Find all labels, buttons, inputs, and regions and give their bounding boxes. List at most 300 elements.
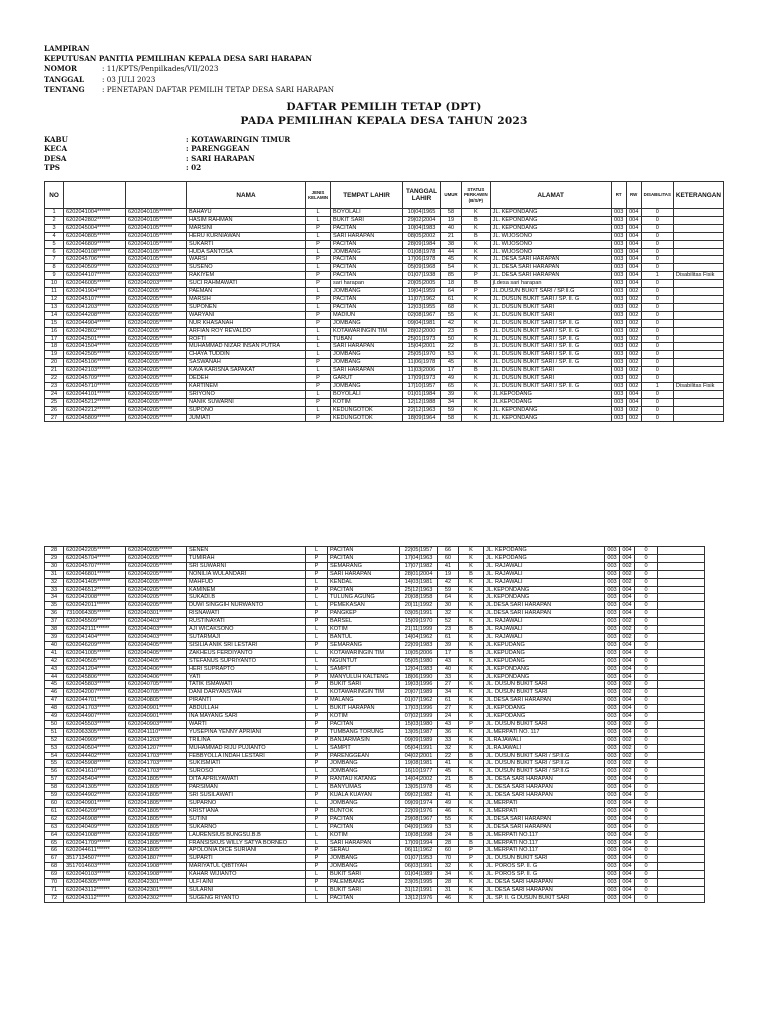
cell-rt: 003 <box>605 578 620 586</box>
cell-alamat: JL.MERPATI NO.117 <box>484 839 605 847</box>
cell-nomor-kk: 6202042302****** <box>126 894 187 902</box>
cell-status-perkawinan: B <box>459 626 484 634</box>
cell-rt: 003 <box>605 610 620 618</box>
cell-rt: 003 <box>611 359 626 367</box>
cell-tanggal-lahir: 18|06|1990 <box>400 673 438 681</box>
cell-nomor-kk: 6202042301****** <box>126 886 187 894</box>
cell-disabilitas: 0 <box>635 768 658 776</box>
cell-nik: 6202045707****** <box>64 562 126 570</box>
cell-tanggal-lahir: 20|11|1992 <box>400 602 438 610</box>
cell-nama: SRI SUSILAWATI <box>187 792 306 800</box>
cell-nik: 6202042103****** <box>64 367 126 375</box>
cell-nama: NUR KHASANAH <box>187 319 306 327</box>
cell-rt: 003 <box>611 311 626 319</box>
cell-nik: 6202041008****** <box>64 831 126 839</box>
cell-umur: 46 <box>438 894 459 902</box>
cell-tempat-lahir: PACITAN <box>328 586 400 594</box>
cell-nomor-kk: 6202040105****** <box>126 232 187 240</box>
cell-alamat: JL.KEPUDANG <box>484 657 605 665</box>
cell-umur: 19 <box>441 216 462 224</box>
cell-disabilitas: 0 <box>635 752 658 760</box>
cell-jenis-kelamin: P <box>306 398 331 406</box>
cell-jenis-kelamin: L <box>306 839 328 847</box>
cell-alamat: JL.MERPATI NO.117 <box>484 831 605 839</box>
cell-rt: 003 <box>605 815 620 823</box>
cell-nik: 6202046305****** <box>64 879 126 887</box>
info-label: KABU <box>44 135 68 144</box>
cell-keterangan <box>658 610 705 618</box>
cell-status-perkawinan: K <box>462 264 491 272</box>
cell-nik: 6202044107****** <box>64 272 126 280</box>
cell-jenis-kelamin: P <box>306 224 331 232</box>
cell-tempat-lahir: PACITAN <box>331 240 403 248</box>
table-row <box>45 744 705 752</box>
cell-status-perkawinan: K <box>459 602 484 610</box>
cell-tempat-lahir: PACITAN <box>331 256 403 264</box>
cell-tanggal-lahir: 01|01|1984 <box>403 390 441 398</box>
cell-rw: 004 <box>620 839 635 847</box>
cell-status-perkawinan: K <box>459 792 484 800</box>
info-value: : SARI HARAPAN <box>186 153 255 163</box>
cell-alamat: JL.KEPODANG <box>484 713 605 721</box>
cell-jenis-kelamin: P <box>306 240 331 248</box>
cell-status-perkawinan: K <box>462 375 491 383</box>
cell-status-perkawinan: B <box>459 649 484 657</box>
cell-nomor-kk: 6202040205****** <box>126 295 187 303</box>
cell-jenis-kelamin: L <box>306 602 328 610</box>
cell-jenis-kelamin: P <box>306 562 328 570</box>
cell-keterangan <box>673 414 723 422</box>
cell-nik: 6202045806****** <box>64 673 126 681</box>
field-value: : 03 JULI 2023 <box>102 74 156 84</box>
cell-tempat-lahir: SERAU <box>328 847 400 855</box>
cell-nomor-kk: 6202040205****** <box>126 303 187 311</box>
cell-no: 32 <box>45 578 64 586</box>
cell-tempat-lahir: JOMBANG <box>331 382 403 390</box>
cell-tanggal-lahir: 13|05|1987 <box>400 728 438 736</box>
cell-disabilitas: 0 <box>635 602 658 610</box>
cell-umur: 28 <box>438 879 459 887</box>
cell-umur: 58 <box>441 414 462 422</box>
cell-tempat-lahir: BANTUL <box>328 633 400 641</box>
cell-jenis-kelamin: P <box>306 641 328 649</box>
cell-nama: FEBBYOLLA INDAH LESTARI <box>187 752 306 760</box>
cell-rt: 003 <box>611 327 626 335</box>
table-row <box>45 554 705 562</box>
table-row <box>45 382 724 390</box>
table-row <box>45 641 705 649</box>
cell-keterangan <box>658 594 705 602</box>
cell-rw: 002 <box>620 681 635 689</box>
cell-nama: KARTINEM <box>187 382 306 390</box>
cell-nik: 6202042802****** <box>64 327 126 335</box>
cell-nik: 6202040505****** <box>64 657 126 665</box>
cell-nik: 6202045004****** <box>64 224 126 232</box>
cell-tanggal-lahir: 17|09|1973 <box>403 375 441 383</box>
cell-rw: 004 <box>620 894 635 902</box>
cell-no: 18 <box>45 343 64 351</box>
cell-disabilitas: 0 <box>635 665 658 673</box>
cell-tanggal-lahir: 06|11|1962 <box>400 847 438 855</box>
cell-tempat-lahir: BUKIT SARI <box>328 886 400 894</box>
cell-disabilitas: 0 <box>635 744 658 752</box>
cell-no: 39 <box>45 633 64 641</box>
cell-rt: 003 <box>611 272 626 280</box>
cell-tempat-lahir: JOMBANG <box>331 248 403 256</box>
cell-alamat: JL. DUSUN BUKIT SARI <box>484 689 605 697</box>
cell-alamat: JL. KEPONDANG <box>490 216 611 224</box>
cell-jenis-kelamin: P <box>306 776 328 784</box>
cell-jenis-kelamin: L <box>306 390 331 398</box>
cell-rt: 003 <box>605 633 620 641</box>
table-row <box>45 752 705 760</box>
cell-disabilitas: 0 <box>641 335 673 343</box>
cell-keterangan <box>673 280 723 288</box>
cell-jenis-kelamin: P <box>306 414 331 422</box>
cell-rt: 003 <box>605 823 620 831</box>
cell-disabilitas: 0 <box>635 681 658 689</box>
cell-rt: 003 <box>605 554 620 562</box>
cell-nama: SUPONEN <box>187 303 306 311</box>
cell-disabilitas: 0 <box>641 256 673 264</box>
cell-jenis-kelamin: P <box>306 382 331 390</box>
cell-no: 16 <box>45 327 64 335</box>
cell-nik: 6202042802****** <box>64 216 126 224</box>
cell-keterangan <box>673 343 723 351</box>
cell-alamat: JL. KEPONDANG <box>490 224 611 232</box>
cell-jenis-kelamin: L <box>306 633 328 641</box>
cell-disabilitas: 0 <box>635 823 658 831</box>
cell-jenis-kelamin: L <box>306 406 331 414</box>
cell-keterangan <box>673 209 723 217</box>
cell-umur: 39 <box>438 641 459 649</box>
cell-tanggal-lahir: 28|09|1984 <box>403 240 441 248</box>
cell-no: 67 <box>45 855 64 863</box>
cell-umur: 17 <box>441 367 462 375</box>
cell-alamat: jl.desa sari harapan <box>490 280 611 288</box>
cell-tanggal-lahir: 17|10|1957 <box>403 382 441 390</box>
header-field-tentang <box>44 85 724 95</box>
cell-nama: SUKARTI <box>187 240 306 248</box>
cell-nama: RUSTINAYATI <box>187 618 306 626</box>
cell-tanggal-lahir: 07|02|1999 <box>400 713 438 721</box>
cell-umur: 43 <box>438 657 459 665</box>
cell-no: 1 <box>45 209 64 217</box>
cell-umur: 70 <box>438 855 459 863</box>
cell-rw: 002 <box>620 618 635 626</box>
cell-disabilitas: 0 <box>635 673 658 681</box>
cell-tanggal-lahir: 22|12|1963 <box>403 406 441 414</box>
cell-nama: SULARNI <box>187 886 306 894</box>
cell-rt: 003 <box>605 894 620 902</box>
cell-alamat: JL. KEPODANG <box>484 547 605 555</box>
cell-umur: 18 <box>441 280 462 288</box>
cell-tempat-lahir: BANYUMAS <box>328 784 400 792</box>
cell-keterangan <box>658 547 705 555</box>
cell-umur: 61 <box>438 697 459 705</box>
cell-tempat-lahir: PACITAN <box>331 272 403 280</box>
cell-tanggal-lahir: 19|08|1981 <box>400 760 438 768</box>
cell-rw: 002 <box>626 288 641 296</box>
cell-rt: 003 <box>611 367 626 375</box>
cell-rt: 003 <box>611 288 626 296</box>
cell-no: 14 <box>45 311 64 319</box>
cell-jenis-kelamin: P <box>306 720 328 728</box>
cell-rw: 002 <box>626 406 641 414</box>
cell-tempat-lahir: JOMBANG <box>328 800 400 808</box>
cell-jenis-kelamin: P <box>306 863 328 871</box>
col-header-rt: RT <box>611 182 626 209</box>
cell-nama: SUSENO <box>187 264 306 272</box>
table-row <box>45 792 705 800</box>
cell-rt: 003 <box>611 295 626 303</box>
cell-rw: 004 <box>620 855 635 863</box>
cell-alamat: JL.DESA SARI HARAPAN <box>484 823 605 831</box>
cell-alamat: JL. DESA SARI HARAPAN <box>490 264 611 272</box>
cell-disabilitas: 0 <box>635 736 658 744</box>
cell-status-perkawinan: K <box>462 359 491 367</box>
cell-disabilitas: 0 <box>635 871 658 879</box>
cell-alamat: JL. DUSUN BUKIT SARI / SP. II. G <box>490 327 611 335</box>
cell-nomor-kk: 6202041805****** <box>126 839 187 847</box>
cell-nama: HERU KURNIAWAN <box>187 232 306 240</box>
cell-rt: 003 <box>611 390 626 398</box>
cell-keterangan <box>658 586 705 594</box>
cell-nomor-kk: 6202040903****** <box>126 720 187 728</box>
cell-umur: 42 <box>438 578 459 586</box>
cell-no: 43 <box>45 665 64 673</box>
cell-alamat: JL.MERPATI NO.117 <box>484 847 605 855</box>
cell-jenis-kelamin: P <box>306 697 328 705</box>
cell-nik: 6202040108****** <box>64 248 126 256</box>
cell-rw: 004 <box>626 280 641 288</box>
cell-umur: 49 <box>441 375 462 383</box>
cell-rt: 003 <box>605 665 620 673</box>
cell-status-perkawinan: K <box>459 871 484 879</box>
cell-jenis-kelamin: P <box>306 256 331 264</box>
cell-umur: 42 <box>441 319 462 327</box>
cell-tanggal-lahir: 09|09|1974 <box>400 800 438 808</box>
cell-jenis-kelamin: L <box>306 657 328 665</box>
cell-disabilitas: 0 <box>635 562 658 570</box>
cell-tanggal-lahir: 12|04|1983 <box>400 665 438 673</box>
cell-rw: 004 <box>620 602 635 610</box>
table-row <box>45 264 724 272</box>
cell-nama: SRIYONO <box>187 390 306 398</box>
cell-alamat: JL. DUSUN BUKIT SARI <box>484 855 605 863</box>
cell-tempat-lahir: BUKIT SARI <box>331 216 403 224</box>
table-row <box>45 359 724 367</box>
cell-rw: 004 <box>620 807 635 815</box>
col-header-tanggal-lahir: TANGGAL LAHIR <box>403 182 441 209</box>
cell-status-perkawinan: K <box>459 562 484 570</box>
cell-tanggal-lahir: 18|09|1964 <box>403 414 441 422</box>
table-row <box>45 847 705 855</box>
cell-nik: 6202046209****** <box>64 641 126 649</box>
cell-disabilitas: 0 <box>635 792 658 800</box>
cell-nik: 6202041404****** <box>64 633 126 641</box>
cell-umur: 49 <box>438 800 459 808</box>
cell-jenis-kelamin: P <box>306 736 328 744</box>
cell-umur: 61 <box>441 295 462 303</box>
cell-keterangan <box>658 562 705 570</box>
cell-tempat-lahir: JOMBANG <box>328 855 400 863</box>
cell-status-perkawinan: K <box>462 414 491 422</box>
cell-keterangan <box>658 728 705 736</box>
cell-alamat: JL. SP. II. G DUSUN BUKIT SARI <box>484 894 605 902</box>
cell-nomor-kk: 6202041805****** <box>126 776 187 784</box>
cell-rt: 003 <box>605 547 620 555</box>
cell-rw: 004 <box>620 886 635 894</box>
cell-keterangan <box>673 359 723 367</box>
cell-nama: HASIM RAHMAN <box>187 216 306 224</box>
cell-rw: 002 <box>626 335 641 343</box>
cell-rw: 002 <box>626 414 641 422</box>
cell-jenis-kelamin: L <box>306 649 328 657</box>
cell-disabilitas: 0 <box>641 414 673 422</box>
cell-umur: 55 <box>438 815 459 823</box>
cell-no: 55 <box>45 760 64 768</box>
cell-disabilitas: 0 <box>635 831 658 839</box>
cell-rw: 004 <box>626 209 641 217</box>
cell-tanggal-lahir: 09|09|1989 <box>400 736 438 744</box>
cell-rt: 003 <box>605 752 620 760</box>
cell-nama: SRI SUWARNI <box>187 562 306 570</box>
cell-no: 2 <box>45 216 64 224</box>
cell-keterangan <box>658 792 705 800</box>
cell-nomor-kk: 6202040205****** <box>126 311 187 319</box>
cell-tanggal-lahir: 17|03|1996 <box>400 705 438 713</box>
cell-nama: DANI DARYANSYAH <box>187 689 306 697</box>
cell-nomor-kk: 6202040901****** <box>126 705 187 713</box>
cell-no: 38 <box>45 626 64 634</box>
table-row <box>45 248 724 256</box>
cell-nomor-kk: 6202041203****** <box>126 736 187 744</box>
cell-rt: 003 <box>611 319 626 327</box>
cell-umur: 58 <box>441 209 462 217</box>
cell-alamat: JL.RAJAWALI <box>484 744 605 752</box>
cell-nik: 6202044902****** <box>64 792 126 800</box>
cell-jenis-kelamin: P <box>306 681 328 689</box>
cell-tempat-lahir: KOTIM <box>328 626 400 634</box>
cell-nama: SUTARMAJI <box>187 633 306 641</box>
cell-nik: 6202041204****** <box>64 665 126 673</box>
cell-nama: ZAKHEUS FERDIYANTO <box>187 649 306 657</box>
cell-status-perkawinan: B <box>462 216 491 224</box>
cell-no: 72 <box>45 894 64 902</box>
cell-status-perkawinan: K <box>462 248 491 256</box>
table-row <box>45 807 705 815</box>
table-row <box>45 280 724 288</box>
cell-alamat: JL. DUSUN BUKIT SARI / SP. II. G <box>490 335 611 343</box>
cell-nik: 6202045509****** <box>64 618 126 626</box>
cell-disabilitas: 0 <box>635 649 658 657</box>
cell-nomor-kk: 6202040205****** <box>126 406 187 414</box>
cell-keterangan <box>658 760 705 768</box>
cell-jenis-kelamin: P <box>306 792 328 800</box>
table-row <box>45 720 705 728</box>
cell-umur: 85 <box>441 272 462 280</box>
cell-umur: 61 <box>438 633 459 641</box>
cell-alamat: JL. DESA SARI HARAPAN <box>484 879 605 887</box>
cell-nik: 6202045706****** <box>64 256 126 264</box>
cell-nama: APOLONIA DICE SURIANI <box>187 847 306 855</box>
info-value: : PARENGGEAN <box>186 144 250 154</box>
cell-no: 6 <box>45 248 64 256</box>
table-row <box>45 256 724 264</box>
cell-rw: 004 <box>620 697 635 705</box>
cell-jenis-kelamin: P <box>306 570 328 578</box>
cell-disabilitas: 0 <box>641 359 673 367</box>
cell-keterangan <box>658 633 705 641</box>
cell-tanggal-lahir: 10|04|1983 <box>403 224 441 232</box>
col-header-nama: NAMA <box>187 182 306 209</box>
cell-status-perkawinan: K <box>459 578 484 586</box>
cell-status-perkawinan: B <box>459 570 484 578</box>
cell-rw: 004 <box>626 390 641 398</box>
cell-jenis-kelamin: L <box>306 784 328 792</box>
info-desa <box>44 154 444 163</box>
cell-alamat: JL. DUSUN BUKIT SARI / SP. II. G <box>490 382 611 390</box>
cell-tanggal-lahir: 17|07|1982 <box>400 562 438 570</box>
cell-jenis-kelamin: L <box>306 351 331 359</box>
cell-no: 54 <box>45 752 64 760</box>
cell-jenis-kelamin: P <box>306 815 328 823</box>
cell-tempat-lahir: PARENGGEAN <box>328 752 400 760</box>
cell-no: 36 <box>45 610 64 618</box>
cell-tanggal-lahir: 22|09|1976 <box>400 807 438 815</box>
table-row <box>45 784 705 792</box>
cell-nomor-kk: 6202040405****** <box>126 641 187 649</box>
cell-disabilitas: 0 <box>635 713 658 721</box>
cell-tempat-lahir: sari harapan <box>331 280 403 288</box>
cell-umur: 41 <box>438 792 459 800</box>
cell-nik: 6202041004****** <box>64 209 126 217</box>
cell-alamat: JL. DESA SARI HARAPAN <box>490 256 611 264</box>
cell-nomor-kk: 6202040205****** <box>126 382 187 390</box>
cell-jenis-kelamin: P <box>306 855 328 863</box>
cell-umur: 53 <box>441 351 462 359</box>
cell-no: 27 <box>45 414 64 422</box>
cell-rw: 002 <box>626 343 641 351</box>
table-row <box>45 295 724 303</box>
table-row <box>45 335 724 343</box>
table-row <box>45 390 724 398</box>
cell-umur: 65 <box>441 382 462 390</box>
cell-nomor-kk: 6202041207****** <box>126 744 187 752</box>
cell-nomor-kk: 6202040105****** <box>126 240 187 248</box>
cell-disabilitas: 0 <box>635 879 658 887</box>
cell-tempat-lahir: PACITAN <box>328 823 400 831</box>
cell-tempat-lahir: BUKIT SARI <box>328 871 400 879</box>
cell-rt: 003 <box>611 335 626 343</box>
cell-tempat-lahir: PACITAN <box>328 720 400 728</box>
cell-nomor-kk: 6202040205****** <box>126 319 187 327</box>
cell-status-perkawinan: B <box>459 776 484 784</box>
cell-jenis-kelamin: P <box>306 807 328 815</box>
cell-tanggal-lahir: 17|04|1963 <box>400 554 438 562</box>
cell-disabilitas: 1 <box>641 382 673 390</box>
cell-nama: WARSI <box>187 256 306 264</box>
cell-tempat-lahir: SEMARANG <box>328 641 400 649</box>
cell-alamat: JL.RAJAWALI <box>484 736 605 744</box>
cell-disabilitas: 0 <box>641 216 673 224</box>
cell-jenis-kelamin: P <box>306 272 331 280</box>
table-row <box>45 303 724 311</box>
cell-umur: 22 <box>441 343 462 351</box>
cell-keterangan <box>673 303 723 311</box>
cell-jenis-kelamin: P <box>306 586 328 594</box>
